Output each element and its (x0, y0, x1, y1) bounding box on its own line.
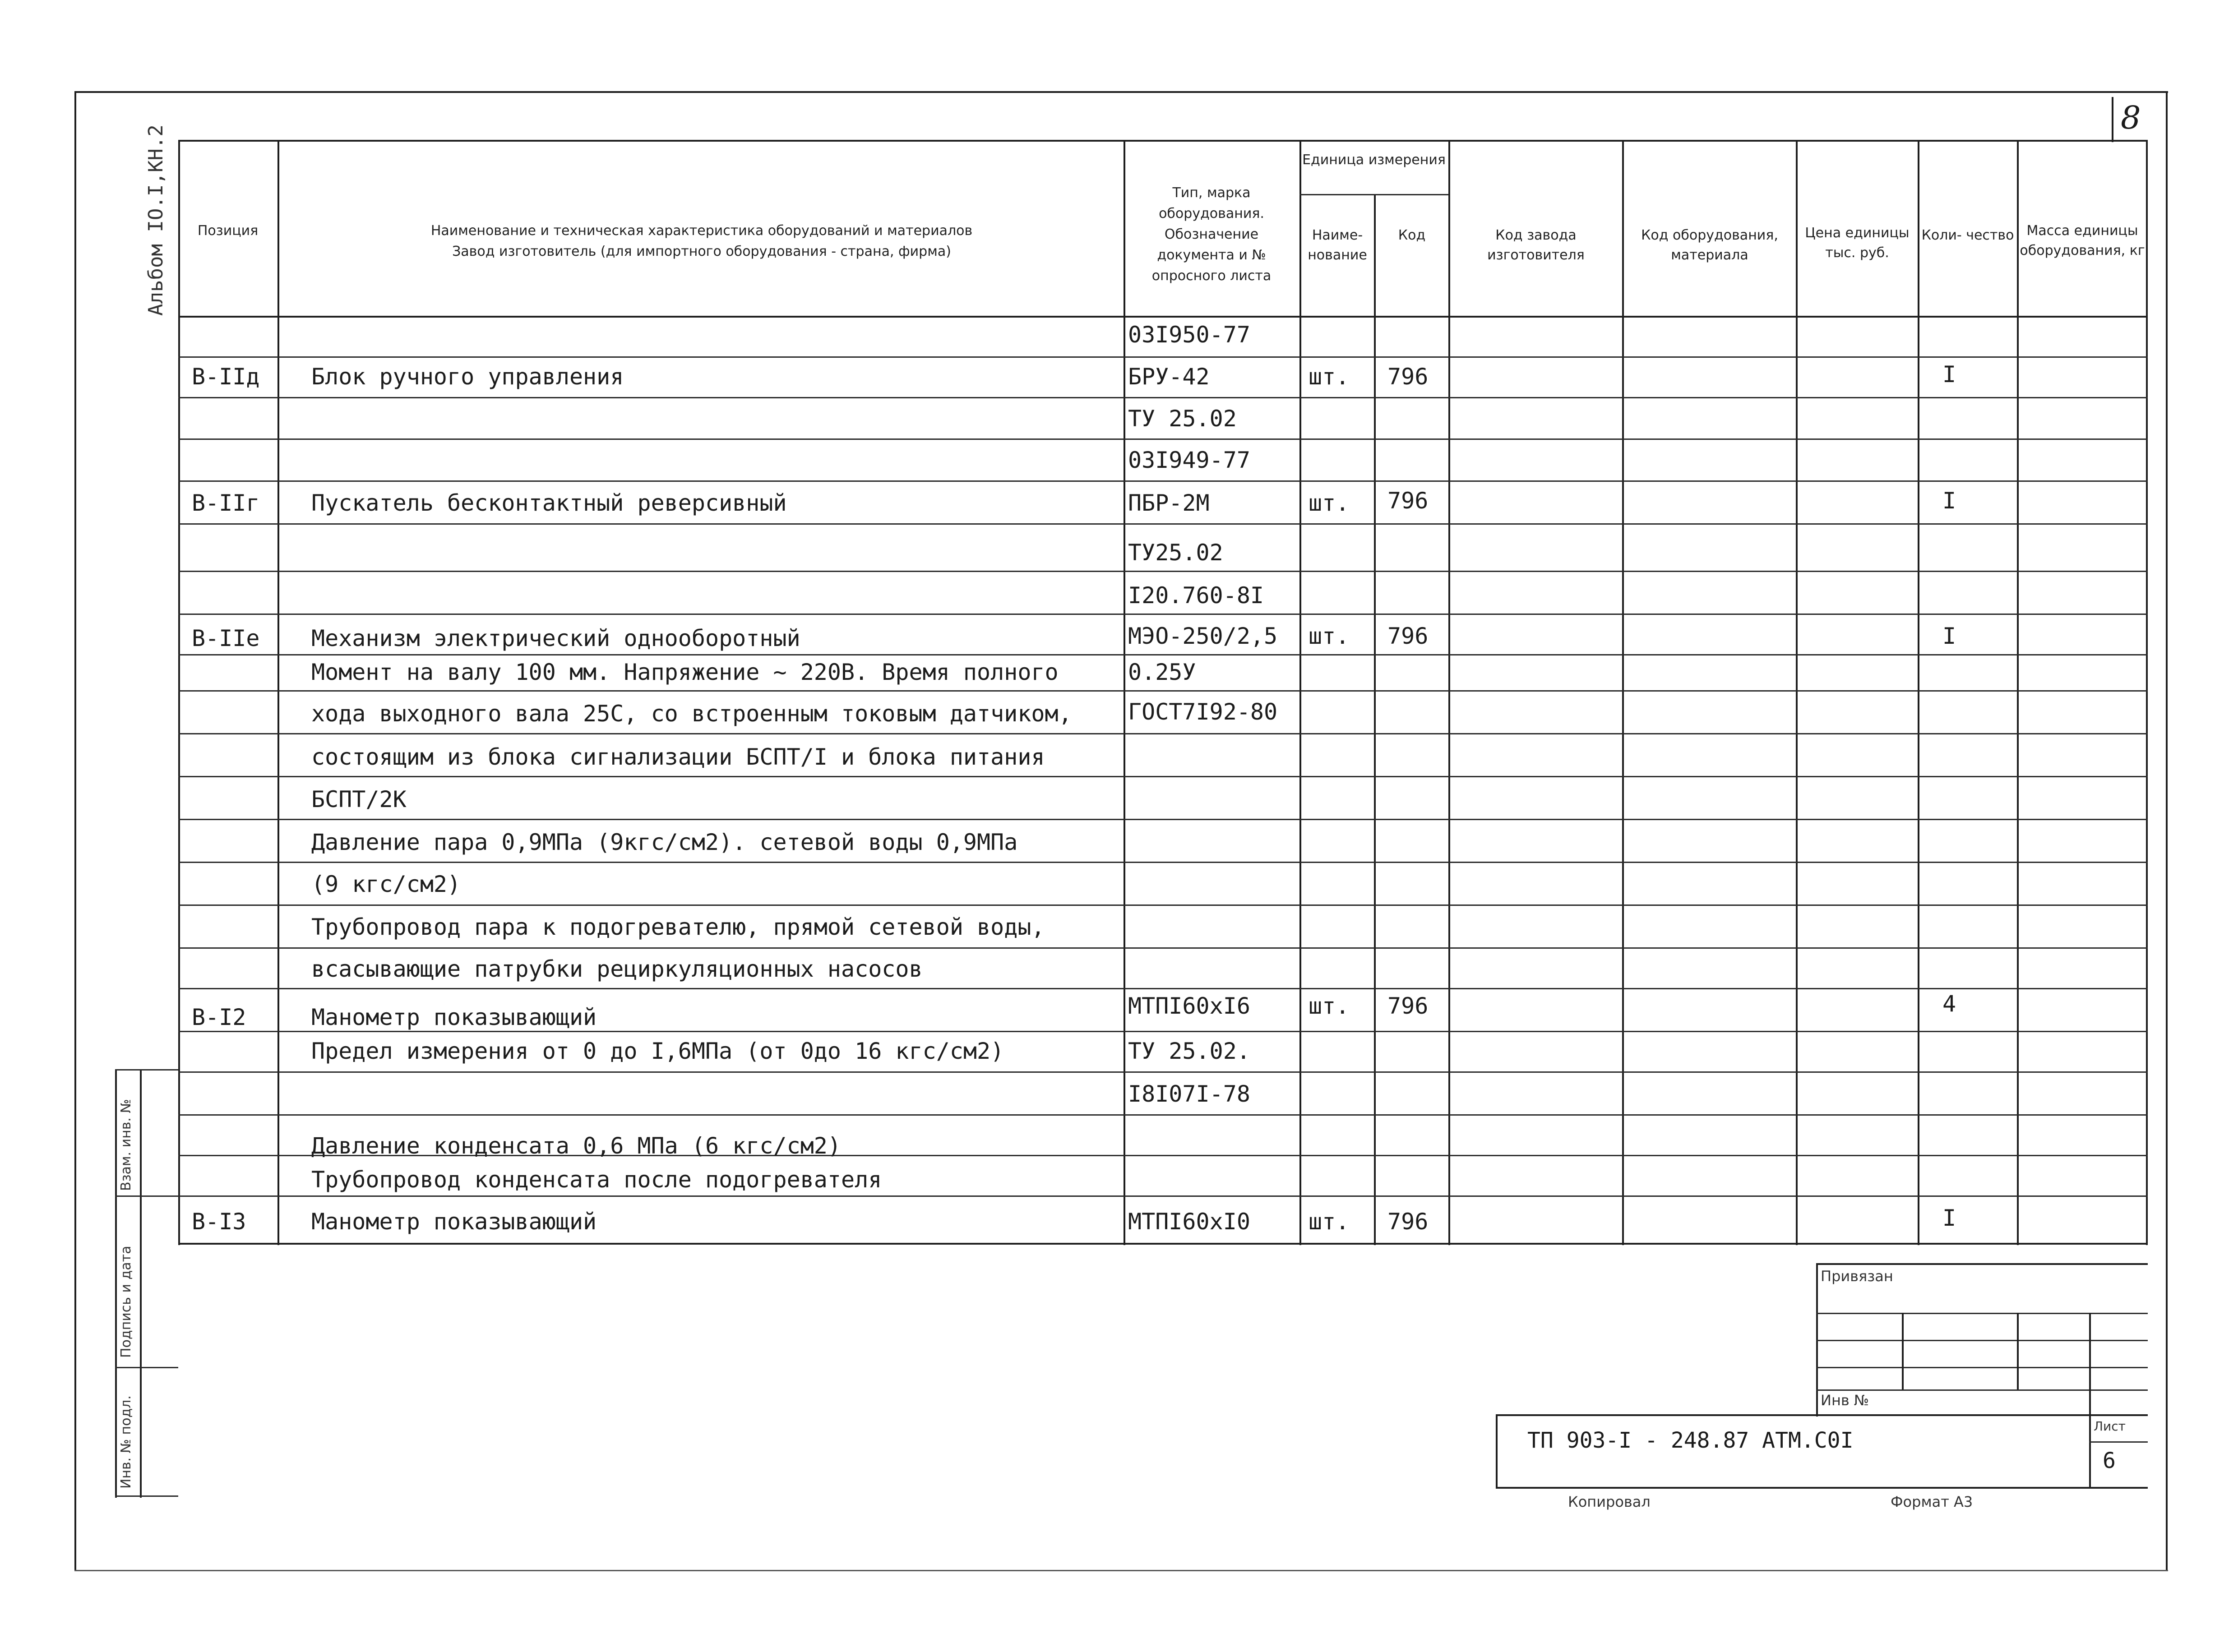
privyazan-col (1902, 1313, 1904, 1389)
row-type: ТУ 25.02 (1128, 406, 1237, 432)
margin-inv: Инв. № подл. (118, 1395, 134, 1489)
row-unit: шт. (1309, 490, 1350, 516)
row-separator (178, 523, 2148, 525)
col-line (1374, 194, 1376, 1245)
row-unit: шт. (1309, 364, 1350, 390)
row-type: ГОСТ7I92-80 (1128, 699, 1278, 725)
copied-label: Копировал (1568, 1493, 1651, 1510)
row-separator (178, 733, 2148, 734)
row-position: В-IIе (192, 625, 260, 651)
margin-divider (115, 1195, 178, 1197)
margin-divider (115, 1069, 178, 1071)
frame-left (74, 91, 76, 1571)
row-separator (178, 819, 2148, 820)
header-quantity: Коли- чество (1921, 227, 2014, 243)
margin-podpis: Подпись и дата (118, 1246, 134, 1358)
row-quantity: I (1942, 488, 1956, 514)
header-equipment-code: Код оборудования, материала (1641, 227, 1778, 263)
row-name: Трубопровод пара к подогревателю, прямой сетевой воды, (311, 914, 1045, 940)
header-position: Позиция (197, 223, 259, 239)
row-separator (178, 438, 2148, 440)
row-separator (178, 397, 2148, 398)
stamp-top (1496, 1414, 2148, 1416)
row-type: ТУ 25.02. (1128, 1038, 1250, 1064)
header-plant-code: Код завода изготовителя (1487, 227, 1585, 263)
header-name-line1: Наименование и техническая характеристика оборудований и материалов (430, 223, 973, 239)
corner-box-line (2112, 97, 2113, 142)
frame-bottom (74, 1570, 2168, 1571)
row-quantity: I (1942, 1205, 1956, 1231)
frame-right (2166, 91, 2168, 1571)
row-separator (178, 480, 2148, 482)
row-type: МЭО-250/2,5 (1128, 623, 1278, 649)
row-type: I8I07I-78 (1128, 1081, 1250, 1107)
col-line (1796, 140, 1798, 1245)
row-separator (178, 1071, 2148, 1073)
row-name: Предел измерения от 0 до I,6МПа (от 0до 16 кгс/см2) (311, 1038, 1004, 1064)
sheet-label: Лист (2094, 1419, 2126, 1434)
row-position: В-I3 (192, 1209, 246, 1235)
row-code: 796 (1387, 364, 1429, 390)
row-name: Манометр показывающий (311, 1004, 597, 1030)
header-name-line2: Завод изготовитель (для импортного оборудования - страна, фирма) (452, 244, 951, 259)
row-type: I20.760-8I (1128, 582, 1264, 609)
row-type: ПБР-2М (1128, 490, 1210, 516)
sheet-box-left (2089, 1414, 2091, 1489)
privyazan-top (1816, 1263, 2148, 1265)
header-unit-group: Единица измерения (1302, 152, 1446, 168)
row-type: БРУ-42 (1128, 364, 1210, 390)
privyazan-row (1816, 1389, 2148, 1391)
row-unit: шт. (1309, 623, 1350, 649)
row-name: (9 кгс/см2) (311, 871, 461, 897)
row-type: ТУ25.02 (1128, 540, 1223, 566)
row-separator (178, 1114, 2148, 1116)
row-name: Давление пара 0,9МПа (9кгс/см2). сетевой воды 0,9МПа (311, 829, 1018, 855)
margin-vzam: Взам. инв. № (118, 1099, 134, 1191)
col-line (277, 140, 279, 1245)
row-name: всасывающие патрубки рециркуляционных насосов (311, 956, 923, 982)
row-quantity: I (1942, 361, 1956, 388)
row-separator (178, 614, 2148, 615)
row-position: В-IIд (192, 364, 260, 390)
row-separator (178, 571, 2148, 572)
row-separator (178, 776, 2148, 777)
col-line (2017, 140, 2019, 1245)
header-price: Цена единицы тыс. руб. (1805, 225, 1910, 261)
row-separator (178, 904, 2148, 906)
row-name: Манометр показывающий (311, 1209, 597, 1235)
margin-stamp-outer (115, 1069, 117, 1498)
row-code: 796 (1387, 993, 1429, 1019)
album-label: Альбом IO.I,КН.2 (144, 125, 167, 316)
table-bottom (178, 1243, 2148, 1245)
header-unit-name: Наиме- нование (1308, 227, 1367, 263)
row-type: МТПI60хI0 (1128, 1209, 1250, 1235)
row-code: 796 (1387, 623, 1429, 649)
sheet-number: 6 (2103, 1448, 2116, 1473)
row-position: В-I2 (192, 1004, 246, 1030)
row-name: Пускатель бесконтактный реверсивный (311, 490, 787, 516)
privyazan-label: Привязан (1821, 1268, 1893, 1285)
row-name: состоящим из блока сигнализации БСПТ/I и блока питания (311, 744, 1045, 770)
row-quantity: I (1942, 623, 1956, 649)
row-name: БСПТ/2К (311, 786, 407, 812)
header-type: Тип, марка оборудования. Обозначение документа и № опросного листа (1151, 185, 1272, 284)
privyazan-row (1816, 1313, 2148, 1314)
inv-no-label: Инв № (1821, 1392, 1869, 1409)
header-mass: Масса единицы оборудования, кг (2020, 223, 2145, 258)
privyazan-row (1816, 1340, 2148, 1341)
table-top (178, 140, 2148, 142)
col-line (1299, 140, 1301, 1245)
row-unit: шт. (1309, 993, 1350, 1019)
margin-stamp-inner (140, 1069, 142, 1498)
row-type: 03I950-77 (1128, 322, 1250, 348)
privyazan-col (2089, 1313, 2091, 1417)
row-code: 796 (1387, 1209, 1429, 1235)
sheet-corner-mark: 8 (2121, 99, 2141, 136)
stamp-left (1496, 1414, 1498, 1489)
row-name: Блок ручного управления (311, 364, 624, 390)
header-bottom (178, 316, 2148, 318)
row-name: Момент на валу 100 мм. Напряжение ~ 220В. Время полного (311, 659, 1059, 685)
row-separator (178, 1031, 2148, 1032)
row-position: В-IIг (192, 490, 260, 516)
header-unit-code: Код (1398, 227, 1426, 243)
row-name: Давление конденсата 0,6 МПа (6 кгс/см2) (311, 1133, 841, 1159)
row-type: МТПI60хI6 (1128, 993, 1250, 1019)
row-separator (178, 654, 2148, 655)
row-name: хода выходного вала 25С, со встроенным токовым датчиком, (311, 701, 1072, 727)
row-separator (178, 988, 2148, 989)
row-name: Трубопровод конденсата после подогревателя (311, 1167, 882, 1193)
row-quantity: 4 (1942, 991, 1956, 1017)
col-line (1448, 140, 1450, 1245)
frame-top (74, 91, 2168, 93)
document-code: ТП 903-I - 248.87 АТМ.С0I (1527, 1428, 1854, 1453)
row-code: 796 (1387, 488, 1429, 514)
row-name: Механизм электрический однооборотный (311, 625, 800, 651)
row-separator (178, 690, 2148, 692)
privyazan-col (2017, 1313, 2019, 1389)
col-line (1124, 140, 1125, 1245)
stamp-bottom (1496, 1487, 2148, 1489)
col-line (178, 140, 180, 1245)
margin-divider (115, 1495, 178, 1497)
row-separator (178, 947, 2148, 949)
privyazan-row (1816, 1367, 2148, 1368)
col-line (2146, 140, 2148, 1245)
row-separator (178, 862, 2148, 863)
margin-divider (115, 1367, 178, 1368)
row-unit: шт. (1309, 1209, 1350, 1235)
sheet-box-divider (2089, 1441, 2148, 1443)
format-label: Формат А3 (1891, 1493, 1973, 1510)
unit-group-divider (1299, 194, 1448, 195)
col-line (1918, 140, 1919, 1245)
row-separator (178, 1195, 2148, 1197)
col-line (1622, 140, 1624, 1245)
row-type: 0.25У (1128, 659, 1196, 685)
row-type: 03I949-77 (1128, 447, 1250, 473)
row-separator (178, 356, 2148, 358)
